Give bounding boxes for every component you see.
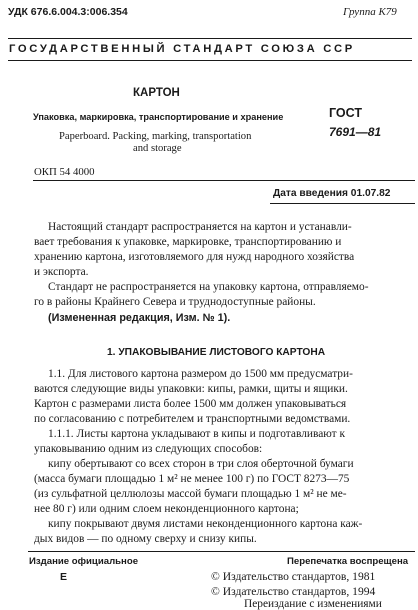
okp-rule xyxy=(33,180,415,181)
section-line: 1.1. Для листового картона размером до 1500 мм предусматри- xyxy=(48,368,353,380)
okp-code: ОКП 54 4000 xyxy=(34,166,95,178)
reprint-notice: Перепечатка воспрещена xyxy=(287,556,409,567)
section-line: дых видов — по одному сверху и снизу кипы. xyxy=(34,533,257,545)
udk-code: УДК 676.6.004.3:006.354 xyxy=(8,6,128,18)
section-line: Картон с размерами листа более 1500 мм должен упаковываться xyxy=(34,398,347,410)
date-rule xyxy=(270,203,415,204)
section-line: нее 80 г) или одним слоем неконденционного картона; xyxy=(34,503,299,515)
reissue-note: Переиздание с изменениями xyxy=(244,598,382,610)
section-line: ваются следующие виды упаковки: кипы, рамки, щиты и ящики. xyxy=(34,383,348,395)
section-line: 1.1.1. Листы картона укладывают в кипы и подготавливают к xyxy=(48,428,345,440)
intro-line: хранению картона, изготовляемого для нужд народного хозяйства xyxy=(34,251,355,263)
scope-line: Стандарт не распространяется на упаковку картона, отправляемо- xyxy=(48,281,369,293)
banner-top-rule xyxy=(8,38,412,39)
subtitle-ru: Упаковка, маркировка, транспортирование и хранение xyxy=(33,112,284,122)
copyright-1981: © Издательство стандартов, 1981 xyxy=(211,570,376,583)
subtitle-en-line2: and storage xyxy=(133,143,182,154)
revision-note: (Измененная редакция, Изм. № 1). xyxy=(48,312,231,324)
section-line: кипу покрывают двумя листами неконденционного картона каж- xyxy=(48,518,363,530)
banner-bottom-rule xyxy=(8,60,412,61)
group-code: Группа К79 xyxy=(343,6,397,18)
doc-title: КАРТОН xyxy=(133,87,180,99)
intro-line: Настоящий стандарт распространяется на картон и устанавли- xyxy=(48,221,352,233)
intro-line: и экспорта. xyxy=(34,266,89,278)
copyright-1994: © Издательство стандартов, 1994 xyxy=(211,585,376,598)
section-line: упаковыванию одним из следующих способов: xyxy=(34,443,263,455)
gost-number: 7691—81 xyxy=(329,125,382,139)
scope-line: го в районы Крайнего Севера и труднодоступные районы. xyxy=(34,296,316,308)
standard-banner: ГОСУДАРСТВЕННЫЙ СТАНДАРТ СОЮЗА ССР xyxy=(9,43,355,55)
intro-date: Дата введения 01.07.82 xyxy=(273,188,391,199)
section-line: (масса бумаги площадью 1 м² не менее 100 г) по ГОСТ 8273—75 xyxy=(34,473,350,485)
section-line: кипу обертывают со всех сторон в три слоя оберточной бумаги xyxy=(48,458,354,470)
footer-rule xyxy=(28,551,415,552)
edition-letter: Е xyxy=(60,571,68,583)
intro-line: вает требования к упаковке, маркировке, транспортированию и xyxy=(34,236,342,248)
section-line: (из сульфатной целлюлозы массой бумаги площадью 1 м² не ме- xyxy=(34,488,347,500)
section-line: по согласованию с потребителем и транспортными ведомствами. xyxy=(34,413,351,425)
official-edition: Издание официальное xyxy=(29,556,139,567)
section-heading: 1. УПАКОВЫВАНИЕ ЛИСТОВОГО КАРТОНА xyxy=(107,347,326,358)
gost-label: ГОСТ xyxy=(329,106,362,120)
subtitle-en-line1: Paperboard. Packing, marking, transportation xyxy=(59,131,252,142)
